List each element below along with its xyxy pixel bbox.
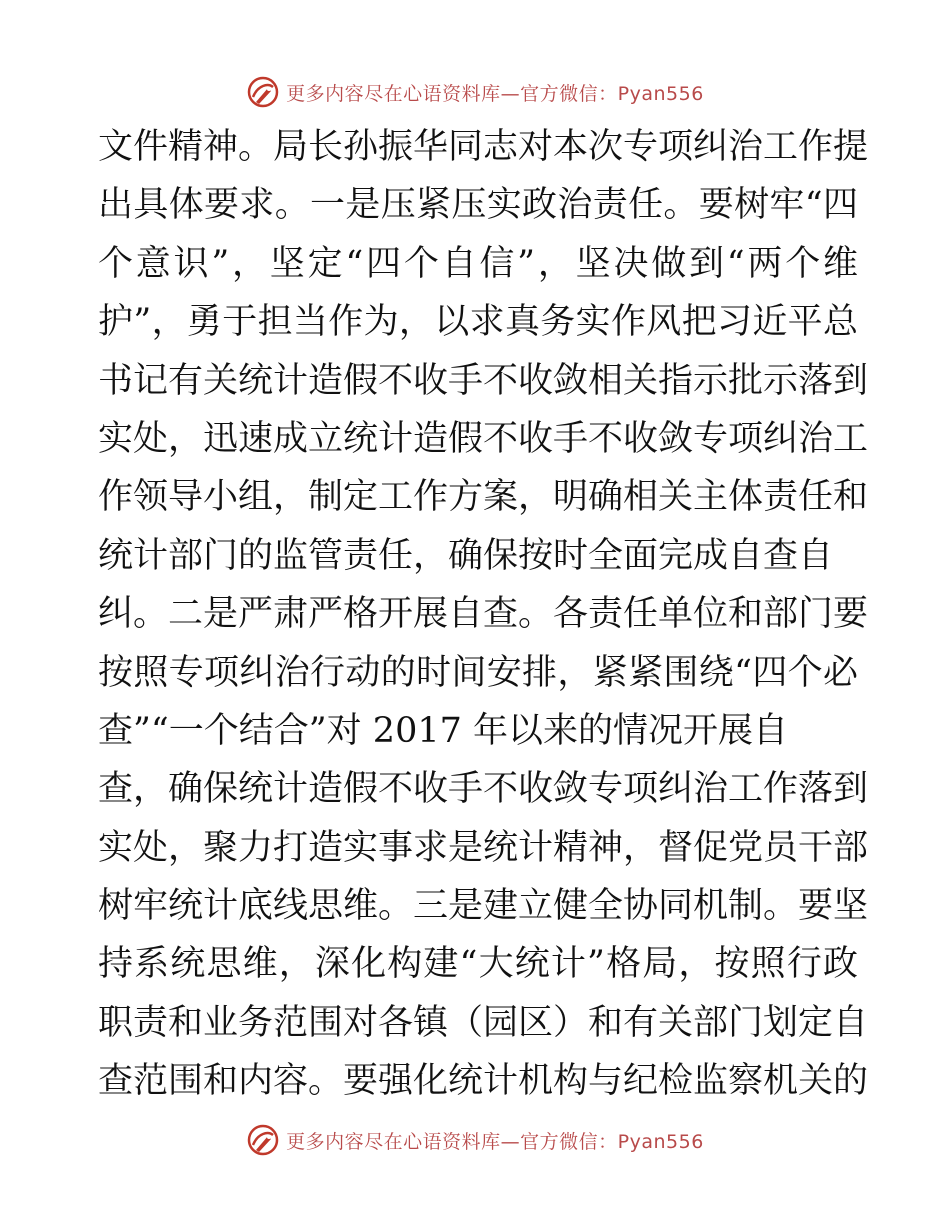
body-line: 实处，聚力打造实事求是统计精神，督促党员干部 bbox=[98, 827, 869, 868]
footer-banner bbox=[0, 1120, 950, 1160]
body-line: 文件精神。局长孙振华同志对本次专项纠治工作提 bbox=[98, 127, 869, 167]
body-line: 护”，勇于担当作为，以求真务实作风把习近平总 bbox=[98, 302, 858, 343]
body-line: 职责和业务范围对各镇（园区）和有关部门划定自 bbox=[98, 1002, 869, 1043]
document-body bbox=[98, 118, 869, 1111]
body-line: 查，确保统计造假不收手不收敛专项纠治工作落到 bbox=[98, 769, 869, 810]
header-text: 更多内容尽在心语资料库—官方微信：Pyan556 bbox=[286, 82, 704, 105]
body-line: 查”“一个结合”对 2017 年以来的情况开展自 bbox=[98, 710, 789, 751]
body-line: 持系统思维，深化构建“大统计”格局，按照行政 bbox=[98, 944, 858, 985]
header-banner bbox=[0, 72, 950, 112]
body-line: 按照专项纠治行动的时间安排，紧紧围绕“四个必 bbox=[98, 652, 858, 693]
body-line: 纠。二是严肃严格开展自查。各责任单位和部门要 bbox=[98, 594, 869, 635]
footer-text: 更多内容尽在心语资料库—官方微信：Pyan556 bbox=[286, 1130, 704, 1153]
body-line: 树牢统计底线思维。三是建立健全协同机制。要坚 bbox=[98, 886, 869, 927]
body-line: 作领导小组，制定工作方案，明确相关主体责任和 bbox=[98, 477, 869, 518]
body-line: 出具体要求。一是压紧压实政治责任。要树牢“四 bbox=[98, 185, 858, 226]
body-line: 查范围和内容。要强化统计机构与纪检监察机关的 bbox=[98, 1061, 869, 1102]
pen-swirl-logo-icon bbox=[246, 1123, 280, 1157]
body-line: 个意识”，坚定“四个自信”，坚决做到“两个维 bbox=[98, 243, 858, 284]
body-line: 实处，迅速成立统计造假不收手不收敛专项纠治工 bbox=[98, 418, 869, 459]
body-line: 书记有关统计造假不收手不收敛相关指示批示落到 bbox=[98, 360, 869, 401]
body-line: 统计部门的监管责任，确保按时全面完成自查自 bbox=[98, 535, 834, 576]
pen-swirl-logo-icon bbox=[246, 75, 280, 109]
